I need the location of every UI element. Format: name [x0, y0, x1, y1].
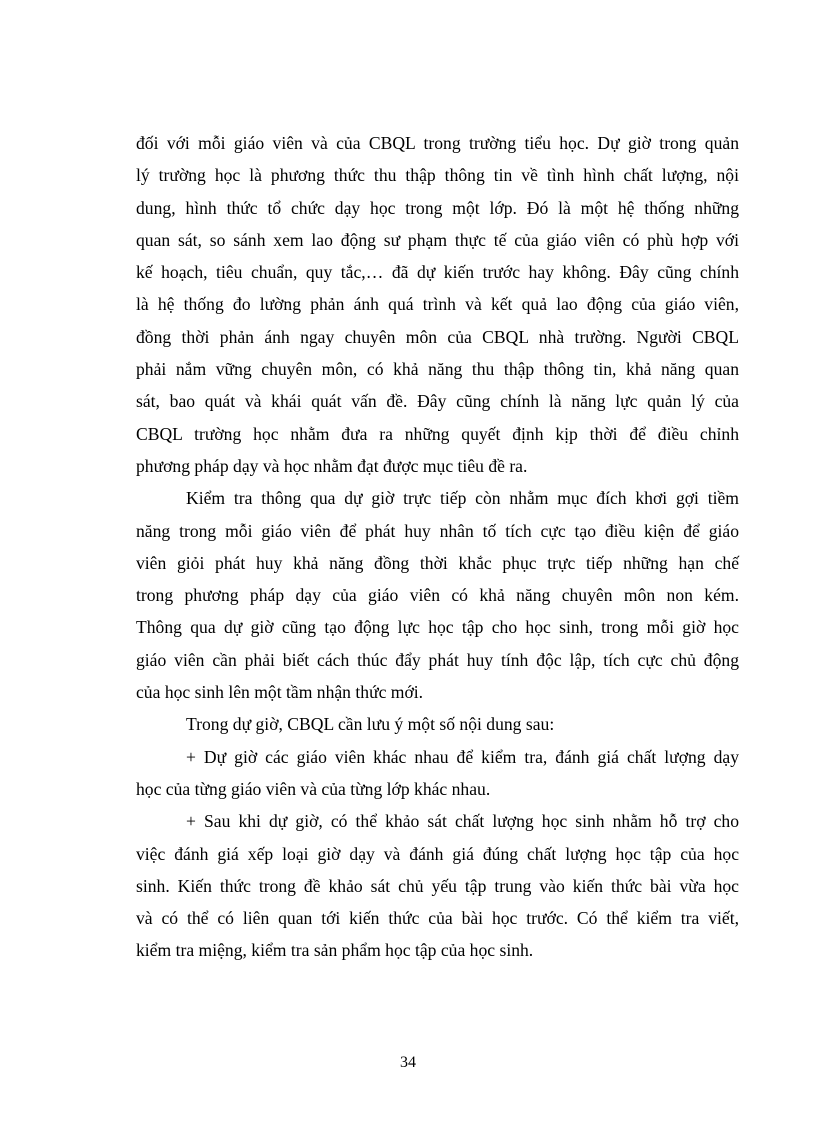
text-line: phương pháp dạy và học nhằm đạt được mục tiêu đề ra. [136, 455, 528, 476]
text-line: kế hoạch, tiêu chuẩn, quy tắc,… đã dự kiến trước hay không. Đây cũng chính [136, 262, 739, 283]
text-line: sát, bao quát và khái quát vấn đề. Đây cũng chính là năng lực quản lý của [136, 391, 739, 412]
text-line: Thông qua dự giờ cũng tạo động lực học tập cho học sinh, trong mỗi giờ học [136, 617, 739, 638]
text-line: việc đánh giá xếp loại giờ dạy và đánh giá đúng chất lượng học tập của học [136, 843, 739, 864]
text-line: là hệ thống đo lường phản ánh quá trình và kết quả lao động của giáo viên, [136, 294, 739, 315]
body-text [136, 127, 739, 967]
page-number: 34 [400, 1054, 416, 1071]
text-line: dung, hình thức tổ chức dạy học trong một lớp. Đó là một hệ thống những [136, 197, 739, 218]
text-line: đồng thời phản ánh ngay chuyên môn của CBQL nhà trường. Người CBQL [136, 326, 739, 347]
text-line: Trong dự giờ, CBQL cần lưu ý một số nội dung sau: [186, 714, 555, 735]
text-line: viên giỏi phát huy khả năng đồng thời khắc phục trực tiếp những hạn chế [136, 552, 739, 573]
text-line: + Sau khi dự giờ, có thể khảo sát chất lượng học sinh nhằm hỗ trợ cho [186, 811, 739, 832]
text-line: lý trường học là phương thức thu thập thông tin về tình hình chất lượng, nội [136, 165, 739, 186]
text-line: CBQL trường học nhằm đưa ra những quyết định kịp thời để điều chỉnh [136, 423, 739, 444]
text-line: + Dự giờ các giáo viên khác nhau để kiểm tra, đánh giá chất lượng dạy [186, 746, 739, 767]
text-line: của học sinh lên một tầm nhận thức mới. [136, 682, 424, 703]
text-line: giáo viên cần phải biết cách thúc đẩy phát huy tính độc lập, tích cực chủ động [136, 649, 739, 670]
text-line: và có thể có liên quan tới kiến thức của bài học trước. Có thể kiểm tra viết, [136, 908, 739, 929]
text-line: năng trong mỗi giáo viên để phát huy nhân tố tích cực tạo điều kiện để giáo [136, 520, 739, 541]
text-line: Kiểm tra thông qua dự giờ trực tiếp còn nhằm mục đích khơi gợi tiềm [186, 488, 739, 509]
text-line: kiểm tra miệng, kiểm tra sản phẩm học tập của học sinh. [136, 940, 534, 961]
text-line: học của từng giáo viên và của từng lớp khác nhau. [136, 778, 491, 799]
text-line: sinh. Kiến thức trong đề khảo sát chủ yếu tập trung vào kiến thức bài vừa học [136, 875, 739, 896]
text-line: đối với mỗi giáo viên và của CBQL trong trường tiểu học. Dự giờ trong quản [136, 133, 739, 153]
text-line: quan sát, so sánh xem lao động sư phạm thực tế của giáo viên có phù hợp với [136, 229, 739, 250]
text-line: phải nắm vững chuyên môn, có khả năng thu thập thông tin, khả năng quan [136, 359, 739, 380]
text-line: trong phương pháp dạy của giáo viên có khả năng chuyên môn non kém. [136, 585, 739, 606]
